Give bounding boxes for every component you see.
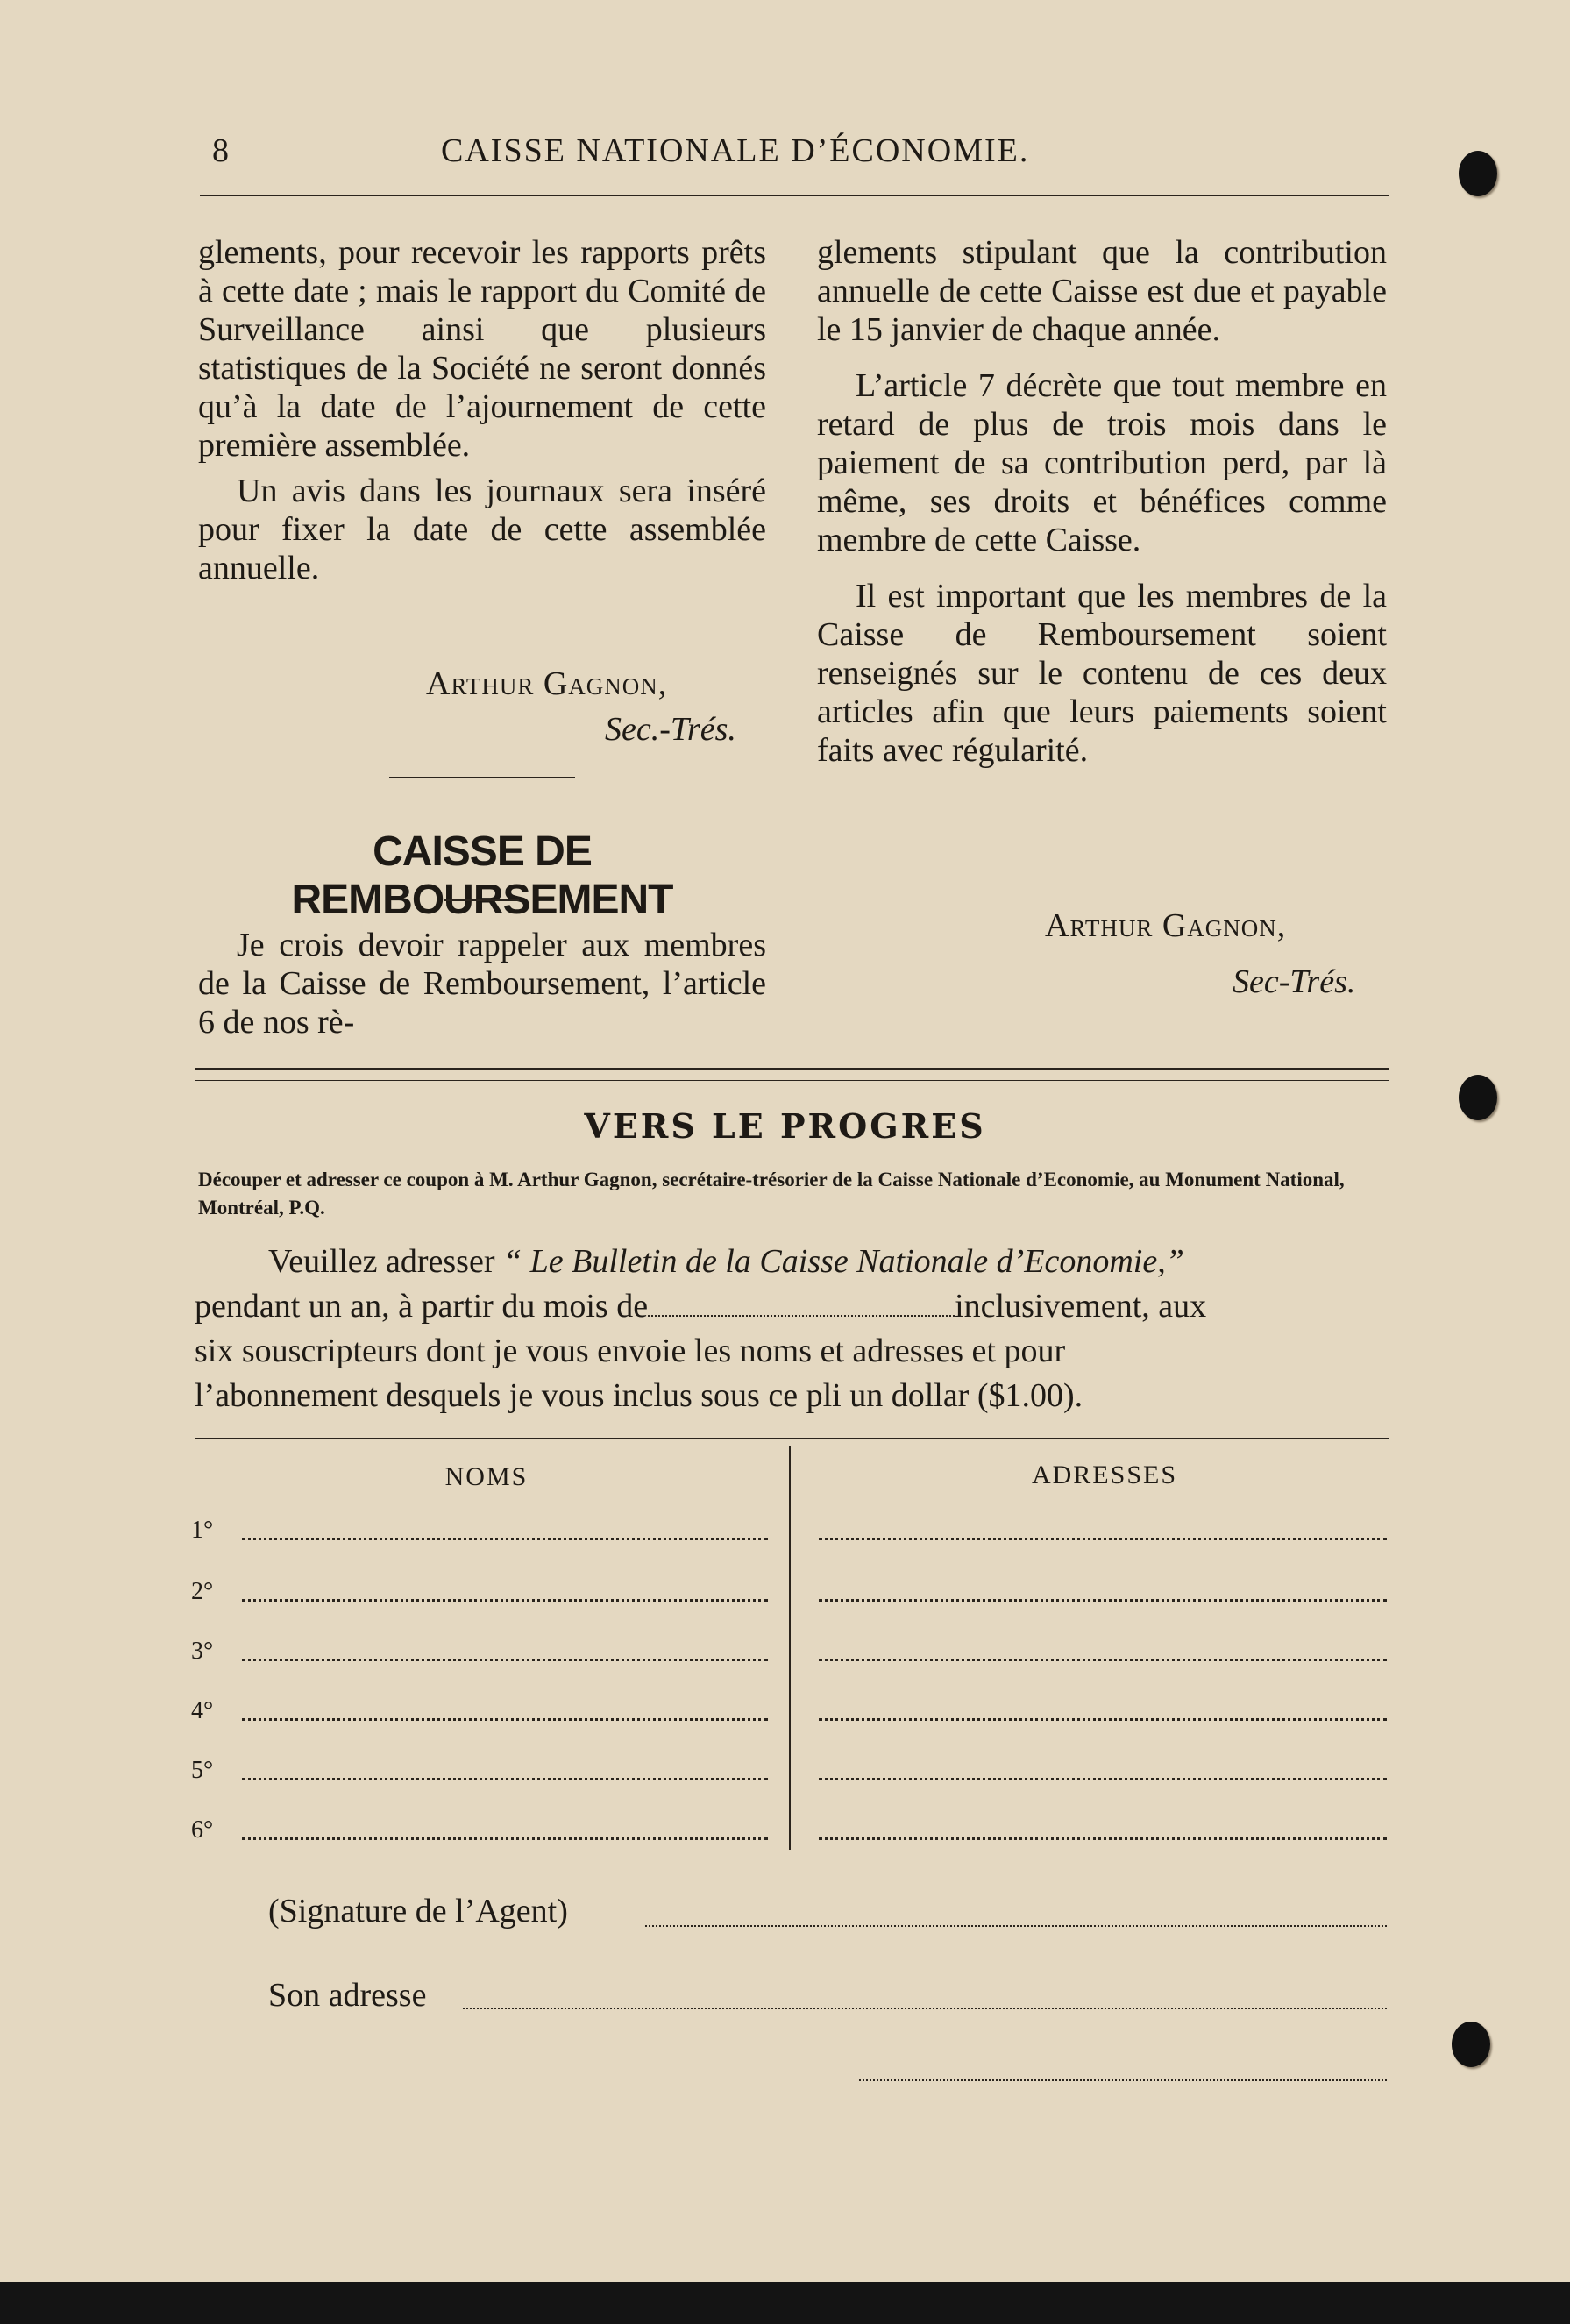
name-blank[interactable] <box>242 1599 768 1602</box>
signature-role: Sec-Trés. <box>1233 963 1356 1000</box>
name-blank[interactable] <box>242 1659 768 1661</box>
address-blank[interactable] <box>819 1718 1387 1721</box>
scan-border <box>0 2282 1570 2324</box>
address-blank[interactable] <box>819 1599 1387 1602</box>
paragraph: glements stipulant que la contribution annuelle de cette Caisse est due et payable le 15 janvier de chaque année. <box>817 234 1387 348</box>
row-number: 2° <box>191 1578 214 1605</box>
coupon-text <box>195 1240 1392 1418</box>
section-title: CAISSE DE REMBOURSEMENT <box>291 828 673 923</box>
paragraph: Il est important que les membres de la Caisse de Remboursement soient renseignés sur le contenu de ces deux articles afin que leurs paiements soient faits avec régularité. <box>817 578 1387 769</box>
name-blank[interactable] <box>242 1778 768 1780</box>
left-column-lower <box>198 926 766 1041</box>
row-number: 4° <box>191 1697 214 1724</box>
left-column <box>198 233 766 587</box>
coupon-text-part: Veuillez adresser <box>268 1243 503 1280</box>
binder-hole <box>1459 151 1497 196</box>
header-rule <box>200 195 1389 196</box>
row-number: 1° <box>191 1517 214 1544</box>
page-title: CAISSE NATIONALE D’ÉCONOMIE. <box>441 132 1030 169</box>
name-blank[interactable] <box>242 1718 768 1721</box>
row-number: 5° <box>191 1757 214 1784</box>
coupon-text-part: inclusivement, aux <box>955 1288 1207 1325</box>
address-blank[interactable] <box>819 1837 1387 1840</box>
binder-hole <box>1452 2022 1490 2067</box>
row-number: 3° <box>191 1638 214 1665</box>
signature-name: Arthur Gagnon, <box>1045 907 1287 944</box>
paragraph: Je crois devoir rappeler aux membres de la Caisse de Remboursement, l’article 6 de nos rè- <box>198 927 766 1041</box>
signature-role: Sec.-Trés. <box>605 711 736 748</box>
address-label: Son adresse <box>268 1977 427 2014</box>
row-number: 6° <box>191 1816 214 1844</box>
separator-rule <box>195 1068 1389 1070</box>
divider <box>389 777 575 778</box>
coupon-text-part: l’abonnement desquels je vous inclus sous ce pli un dollar ($1.00). <box>195 1377 1083 1414</box>
month-blank[interactable] <box>648 1315 955 1317</box>
divider <box>444 899 519 901</box>
address-blank[interactable] <box>819 1778 1387 1780</box>
addresses-column-header: ADRESSES <box>1031 1460 1178 1489</box>
paragraph: L’article 7 décrète que tout membre en retard de plus de trois mois dans le paiement de sa contribution perd, par là même, ses droits et bénéfices comme membre de cette Caisse. <box>817 367 1387 558</box>
address-blank[interactable] <box>819 1538 1387 1540</box>
signature-label: (Signature de l’Agent) <box>268 1893 568 1930</box>
paragraph: glements, pour recevoir les rapports prêts à cette date ; mais le rapport du Comité de Surveillance ainsi que plusieurs statistiques de la Société ne seront donnés qu’à la date de l’ajournement de cette première assemblée. <box>198 234 766 464</box>
right-column <box>817 233 1387 770</box>
coupon-text-part: six souscripteurs dont je vous envoie les noms et adresses et pour <box>195 1333 1066 1369</box>
signature-blank[interactable] <box>645 1925 1387 1927</box>
name-blank[interactable] <box>242 1538 768 1540</box>
signature-name: Arthur Gagnon, <box>426 665 668 702</box>
address-blank-line[interactable] <box>463 2008 1387 2009</box>
coupon-title: VERS LE PROGRES <box>584 1106 986 1146</box>
paragraph: Un avis dans les journaux sera inséré pour fixer la date de cette assemblée annuelle. <box>198 473 766 586</box>
form-top-rule <box>195 1438 1389 1439</box>
separator-rule <box>195 1080 1389 1081</box>
bulletin-title: “ Le Bulletin de la Caisse Nationale d’Economie,” <box>503 1243 1184 1280</box>
names-column-header: NOMS <box>444 1462 529 1491</box>
page-number: 8 <box>212 132 231 169</box>
form-column-divider <box>789 1446 791 1850</box>
coupon-text-part: pendant un an, à partir du mois de <box>195 1288 649 1325</box>
name-blank[interactable] <box>242 1837 768 1840</box>
address-blank[interactable] <box>819 1659 1387 1661</box>
coupon-instructions: Découper et adresser ce coupon à M. Arthur Gagnon, secrétaire-trésorier de la Caisse Nationale d’Economie, au Monument National, Montréal, P.Q. <box>198 1169 1345 1219</box>
address-blank-line-2[interactable] <box>859 2079 1387 2081</box>
